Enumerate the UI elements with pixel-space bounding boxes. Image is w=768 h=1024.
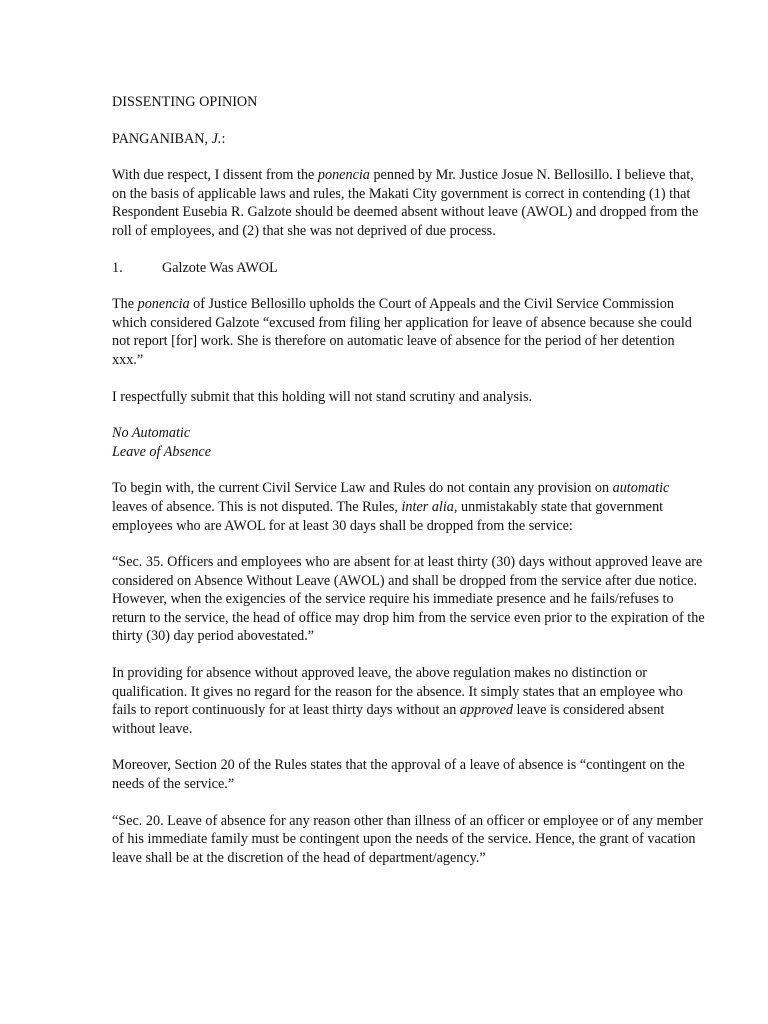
author-title: J. — [211, 130, 222, 147]
text-run: of Justice Bellosillo upholds the Court of Appeals and the Civil Service Commission which considered Galzote “excused from filing her application for leave of absence because she could not report [for] work. She is therefore on automatic leave of absence for the period of her detention xxx.” — [112, 296, 692, 368]
author-colon: : — [221, 130, 226, 147]
text-run: The — [112, 296, 138, 313]
section-number: 1. — [112, 259, 123, 276]
paragraph-civil-service — [112, 479, 708, 535]
text-run: With due respect, I dissent from the — [112, 167, 318, 184]
text-run: penned by Mr. Justice Josue N. Bellosillo. I believe that, on the basis of applicable laws and rules, the Makati City government is correct in contending (1) that Respondent Eusebia R. Galzote should be deemed absent without leave (AWOL) and dropped from the roll of employees, and (2) that she was not deprived of due process. — [112, 167, 699, 239]
subheading-line-2: Leave of Absence — [112, 443, 212, 460]
text-run: To begin with, the current Civil Service Law and Rules do not contain any provision on — [112, 480, 613, 497]
paragraph-submission: I respectfully submit that this holding will not stand scrutiny and analysis. — [112, 388, 533, 405]
document-title: DISSENTING OPINION — [112, 94, 258, 110]
text-run: unmistakably state that government employees who are AWOL for at least 30 days shall be dropped from the service: — [112, 498, 664, 534]
section-heading — [112, 259, 708, 278]
text-run: leave is considered absent without leave. — [112, 702, 665, 737]
quote-sec-35: “Sec. 35. Officers and employees who are absent for at least thirty (30) days without approved leave are considered on Absence Without Leave (AWOL) and shall be dropped from the service after due notice. However, when the exigencies of the service require his immediate presence and he fails/refuses to return to the service, the head of office may drop him from the service even prior to the expiration of the thirty (30) day period abovestated.” — [112, 554, 705, 645]
paragraph-intro — [112, 166, 708, 240]
subheading-line-1: No Automatic — [112, 425, 191, 442]
paragraph-ponencia — [112, 295, 708, 369]
italic-term: approved — [459, 702, 513, 719]
italic-term: inter alia, — [401, 498, 458, 515]
quote-sec-20: “Sec. 20. Leave of absence for any reason other than illness of an officer or employee or of any member of his immediate family must be contingent upon the needs of the service. Hence, the grant of vacation leave shall be at the discretion of the head of department/agency.” — [112, 812, 704, 866]
paragraph-section-20: Moreover, Section 20 of the Rules states that the approval of a leave of absence is “contingent on the needs of the service.” — [112, 757, 685, 793]
author-name: PANGANIBAN, — [112, 130, 212, 147]
text-run: leaves of absence. This is not disputed. The Rules, — [112, 498, 402, 515]
italic-term: automatic — [612, 480, 670, 497]
text-run: In providing for absence without approved leave, the above regulation makes no distinction or qualification. It gives no regard for the reason for the absence. It simply states that an employee who fails to report continuously for at least thirty days without an — [112, 665, 683, 719]
subheading — [112, 424, 708, 461]
italic-term: ponencia — [137, 296, 190, 313]
author-line — [112, 130, 708, 149]
section-title: Galzote Was AWOL — [162, 259, 278, 276]
italic-term: ponencia — [317, 167, 370, 184]
paragraph-regulation — [112, 664, 708, 738]
